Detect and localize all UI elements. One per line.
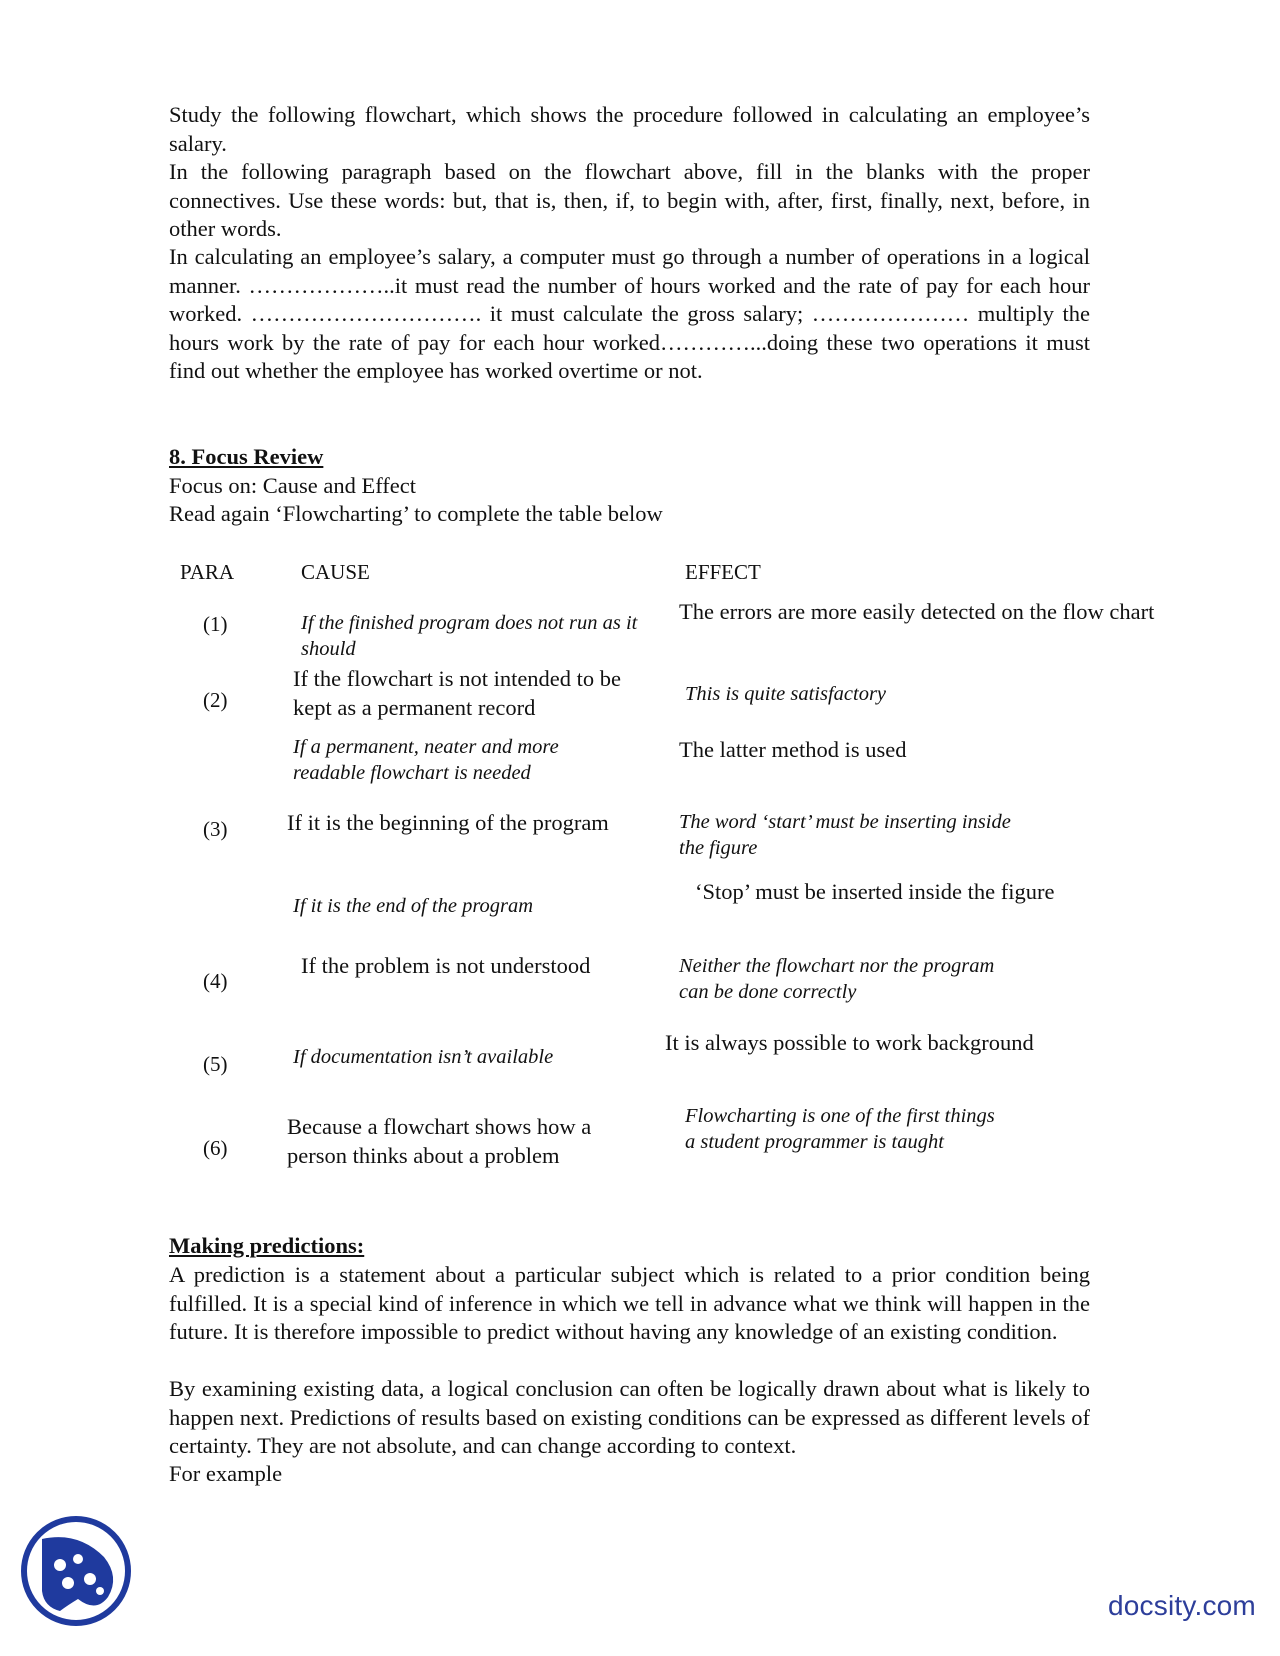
effect-cell: Flowcharting is one of the first things a student programmer is taught <box>685 1105 995 1153</box>
para-number: (5) <box>203 1052 228 1076</box>
para-number: (6) <box>203 1136 228 1160</box>
para-number: (3) <box>203 817 228 841</box>
effect-cell: The errors are more easily detected on the flow chart <box>679 599 1155 624</box>
cause-cell: If it is the beginning of the program <box>287 810 609 835</box>
intro-paragraph-3: In calculating an employee’s salary, a computer must go through a number of operations in a logical manner. ………………..it must read the number of hours worked and the rate of pay for each hour worked. …………………………. it must calculate the gross salary; ………………… multiply the hours work by the rate of pay for each hour worked…………...doing these two operations it must find out whether the employee has worked overtime or not. <box>169 244 1090 383</box>
cause-cell: If the flowchart is not intended to be kept as a permanent record <box>293 666 622 720</box>
column-header-effect: EFFECT <box>685 560 761 584</box>
cause-cell: If the finished program does not run as it should <box>301 612 638 660</box>
predictions-paragraph-2: By examining existing data, a logical conclusion can often be logically drawn about what is likely to happen next. Predictions of results based on existing conditions can be expressed as different levels of certainty. They are not absolute, and can change according to context. <box>169 1376 1090 1458</box>
docsity-logo-icon[interactable] <box>20 1515 132 1627</box>
cause-cell: If the problem is not understood <box>301 953 591 978</box>
effect-cell: This is quite satisfactory <box>685 683 887 705</box>
para-number: (1) <box>203 612 228 636</box>
predictions-paragraph-1: A prediction is a statement about a particular subject which is related to a prior condition being fulfilled. It is a special kind of inference in which we tell in advance what we think will happen in the future. It is therefore impossible to predict without having any knowledge of an existing condition. <box>169 1262 1090 1344</box>
intro-paragraph-1: Study the following flowchart, which shows the procedure followed in calculating an employee’s salary. <box>169 102 1090 156</box>
effect-cell: The word ‘start’ must be inserting inside the figure <box>679 811 1011 859</box>
instruction-line: Read again ‘Flowcharting’ to complete the table below <box>169 501 663 526</box>
effect-cell: The latter method is used <box>679 737 907 762</box>
predictions-heading: Making predictions: <box>169 1233 365 1258</box>
cause-cell: If a permanent, neater and more readable flowchart is needed <box>293 736 559 784</box>
effect-cell: ‘Stop’ must be inserted inside the figure <box>695 879 1055 904</box>
effect-cell: It is always possible to work background <box>665 1030 1034 1055</box>
para-number: (2) <box>203 688 228 712</box>
cause-cell: If it is the end of the program <box>293 895 534 917</box>
focus-line: Focus on: Cause and Effect <box>169 473 417 498</box>
para-number: (4) <box>203 969 228 993</box>
focus-review-heading: 8. Focus Review <box>169 444 324 469</box>
predictions-paragraph-3: For example <box>169 1461 283 1486</box>
column-header-para: PARA <box>180 560 235 584</box>
intro-paragraph-2: In the following paragraph based on the flowchart above, fill in the blanks with the proper connectives. Use these words: but, that is, then, if, to begin with, after, first, finally, next, before, in other words. <box>169 159 1090 241</box>
column-header-cause: CAUSE <box>301 560 370 584</box>
cause-cell: Because a flowchart shows how a person thinks about a problem <box>287 1114 592 1168</box>
effect-cell: Neither the flowchart nor the program can be done correctly <box>679 955 995 1003</box>
docsity-brand-link[interactable]: docsity.com <box>1108 1590 1256 1621</box>
cause-cell: If documentation isn’t available <box>293 1046 554 1068</box>
